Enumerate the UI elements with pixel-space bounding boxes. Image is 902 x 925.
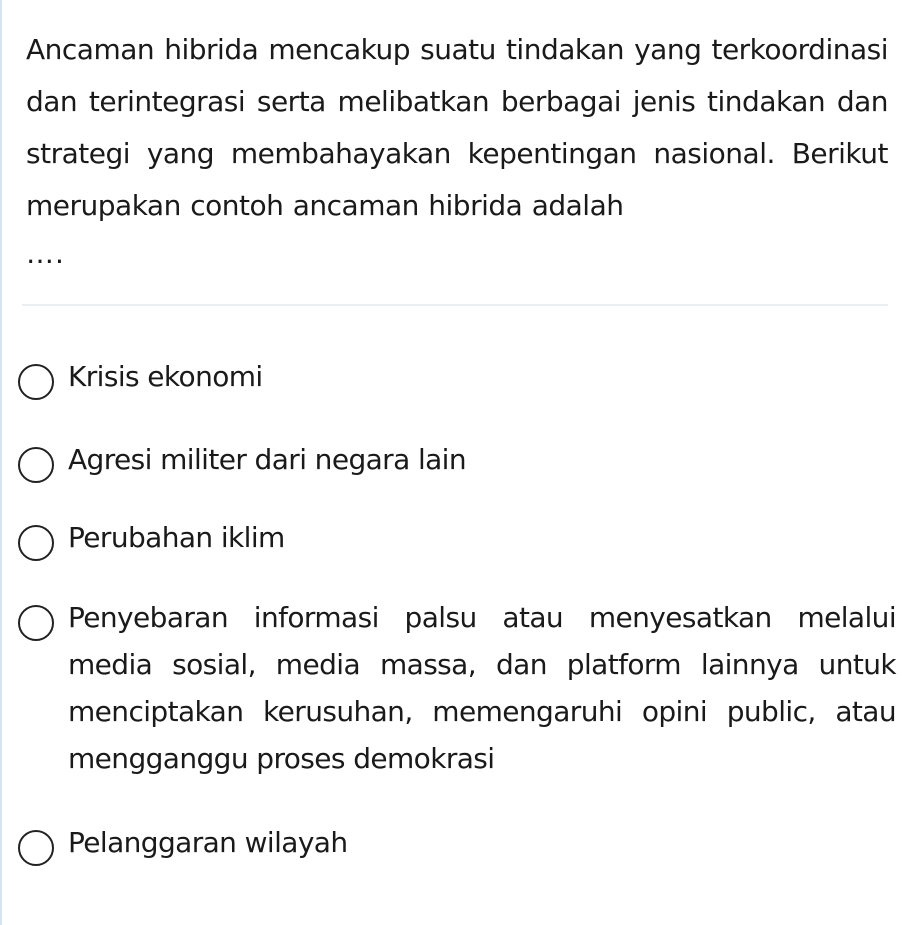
radio-button-3[interactable] [18,525,54,561]
divider [22,304,888,306]
answer-option-4[interactable] [18,594,902,782]
question-text: Ancaman hibrida mencakup suatu tindakan yang terkoordinasi dan terintegrasi serta melibatkan berbagai jenis tindakan dan strategi yang membahayakan kepentingan nasional. Berikut merupakan contoh ancaman hibrida adalah [26,33,888,222]
answer-option-label: Agresi militer dari negara lain [68,443,467,476]
question-ellipsis: …. [26,237,65,270]
radio-button-5[interactable] [18,830,54,866]
radio-button-4[interactable] [18,605,54,641]
left-border [0,0,2,925]
question-prompt [26,24,888,276]
radio-button-1[interactable] [18,364,54,400]
radio-button-2[interactable] [18,447,54,483]
answer-option-1[interactable] [18,353,902,400]
answer-option-2[interactable] [18,436,902,483]
answer-option-label: Pelanggaran wilayah [68,826,348,859]
answer-option-3[interactable] [18,514,902,561]
answer-option-label: Perubahan iklim [68,521,285,554]
answer-option-label: Penyebaran informasi palsu atau menyesatkan melalui media sosial, media massa, dan platform lainnya untuk menciptakan kerusuhan, memengaruhi opini public, atau mengganggu proses demokrasi [68,601,896,775]
answer-option-5[interactable] [18,819,902,866]
answer-option-label: Krisis ekonomi [68,360,263,393]
